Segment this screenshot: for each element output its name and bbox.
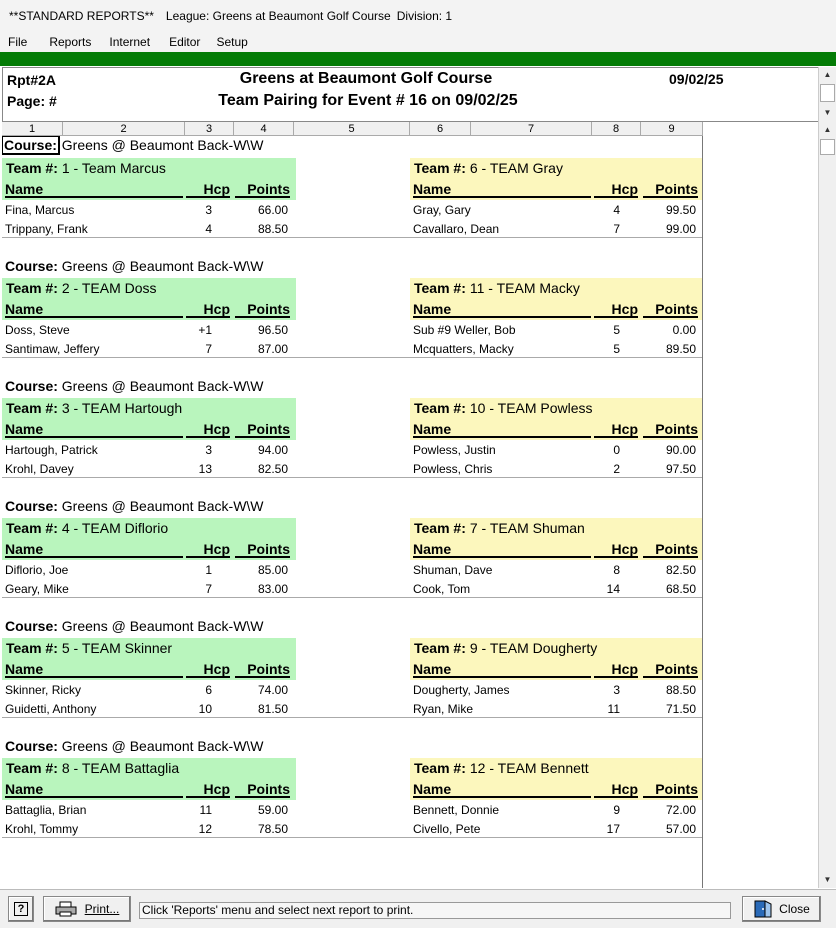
course-name: Greens @ Beaumont Back-W\W [61, 378, 264, 394]
name-heading: Name [413, 541, 591, 558]
divider [2, 597, 703, 598]
course-line [5, 618, 264, 634]
team-label: Team #: [414, 760, 466, 776]
player-points: 97.50 [665, 462, 696, 476]
player-hcp: 7 [205, 342, 212, 356]
column-headings [2, 179, 296, 200]
help-button[interactable] [8, 896, 34, 922]
close-door-icon [753, 900, 773, 918]
column-header-7[interactable]: 7 [471, 122, 592, 136]
player-name: Krohl, Tommy [5, 822, 79, 836]
pairing-block [2, 376, 703, 496]
player-points: 94.00 [257, 443, 288, 457]
player-hcp: 10 [198, 702, 212, 716]
column-headings [2, 779, 296, 800]
hcp-heading: Hcp [594, 301, 638, 318]
name-heading: Name [5, 661, 183, 678]
column-headings [2, 299, 296, 320]
player-row [410, 680, 703, 699]
player-hcp: 4 [613, 203, 620, 217]
course-label: Course: [5, 378, 58, 394]
team-label: Team #: [6, 160, 58, 176]
player-hcp: 11 [607, 702, 620, 716]
team-name: 8 - TEAM Battaglia [61, 760, 180, 776]
player-name: Geary, Mike [5, 582, 69, 596]
team-name: 4 - TEAM Diflorio [61, 520, 169, 536]
scroll-thumb[interactable] [820, 139, 835, 155]
player-row [2, 440, 296, 459]
player-hcp: 8 [613, 563, 620, 577]
course-label: Course: [5, 738, 58, 754]
name-heading: Name [413, 421, 591, 438]
hcp-heading: Hcp [186, 181, 230, 198]
player-hcp: 3 [205, 203, 212, 217]
team-label: Team #: [6, 520, 58, 536]
team-right [410, 278, 703, 358]
player-points: 68.50 [665, 582, 696, 596]
team-label: Team #: [6, 640, 58, 656]
hcp-heading: Hcp [594, 421, 638, 438]
divider [2, 357, 703, 358]
player-name: Krohl, Davey [5, 462, 74, 476]
status-message: Click 'Reports' menu and select next report to print. [139, 902, 731, 919]
team-title [2, 158, 296, 179]
course-line [5, 378, 264, 394]
team-header [410, 638, 703, 680]
player-row [2, 459, 296, 478]
player-hcp: 0 [613, 443, 620, 457]
player-hcp: 4 [205, 222, 212, 236]
player-row [410, 560, 703, 579]
player-points: 71.50 [665, 702, 696, 716]
course-name: Greens @ Beaumont Back-W\W [61, 137, 264, 153]
column-header-1[interactable]: 1 [2, 122, 63, 136]
print-button[interactable] [43, 896, 131, 922]
team-header [2, 398, 296, 440]
player-row [2, 680, 296, 699]
pairing-block [2, 616, 703, 736]
divider [2, 837, 703, 838]
team-title [410, 518, 703, 539]
report-header [2, 67, 818, 122]
player-hcp: 11 [199, 803, 212, 817]
help-icon: ? [14, 902, 28, 916]
team-label: Team #: [414, 400, 466, 416]
player-row [410, 320, 703, 339]
points-heading: Points [643, 181, 698, 198]
name-heading: Name [5, 181, 183, 198]
course-line [5, 738, 264, 754]
course-name: Greens @ Beaumont Back-W\W [61, 258, 264, 274]
player-hcp: 3 [205, 443, 212, 457]
column-headings [2, 659, 296, 680]
player-row [410, 819, 703, 838]
report-number: Rpt#2A [7, 72, 57, 88]
column-header-4[interactable]: 4 [234, 122, 294, 136]
page-label: Page: # [7, 93, 57, 109]
title-bar [0, 0, 836, 32]
player-row [410, 699, 703, 718]
player-points: 83.00 [257, 582, 288, 596]
team-header [2, 278, 296, 320]
divider [2, 717, 703, 718]
points-heading: Points [643, 661, 698, 678]
player-hcp: 6 [205, 683, 212, 697]
team-label: Team #: [414, 160, 466, 176]
player-hcp: 5 [613, 323, 620, 337]
team-right [410, 638, 703, 718]
points-heading: Points [235, 421, 290, 438]
team-name: 5 - TEAM Skinner [61, 640, 173, 656]
team-title [410, 278, 703, 299]
player-row [2, 560, 296, 579]
team-title [2, 518, 296, 539]
player-row [410, 459, 703, 478]
league-title: League: Greens at Beaumont Golf Course [165, 9, 391, 23]
app-title: **STANDARD REPORTS** [9, 9, 154, 23]
pairing-block [2, 496, 703, 616]
player-row [2, 699, 296, 718]
team-label: Team #: [6, 400, 58, 416]
hcp-heading: Hcp [186, 781, 230, 798]
team-left [2, 158, 296, 238]
player-name: Skinner, Ricky [5, 683, 82, 697]
column-headings [410, 779, 703, 800]
course-name: Greens @ Beaumont Back-W\W [61, 498, 264, 514]
team-name: 10 - TEAM Powless [469, 400, 593, 416]
team-header [2, 158, 296, 200]
course-label: Course: [5, 498, 58, 514]
team-name: 7 - TEAM Shuman [469, 520, 585, 536]
player-name: Civello, Pete [413, 822, 481, 836]
player-points: 85.00 [257, 563, 288, 577]
player-hcp: 12 [198, 822, 212, 836]
player-points: 88.50 [257, 222, 288, 236]
player-points: 99.50 [665, 203, 696, 217]
player-points: 90.00 [665, 443, 696, 457]
header-scrollbar[interactable] [818, 67, 836, 122]
report-scrollbar[interactable] [818, 122, 836, 888]
team-header [2, 638, 296, 680]
pairing-block [2, 736, 703, 856]
team-title [2, 758, 296, 779]
player-points: 74.00 [257, 683, 288, 697]
points-heading: Points [643, 421, 698, 438]
course-line [5, 498, 264, 514]
column-headings [410, 299, 703, 320]
player-row [410, 440, 703, 459]
player-name: Mcquatters, Macky [413, 342, 514, 356]
team-label: Team #: [414, 640, 466, 656]
player-name: Powless, Chris [413, 462, 493, 476]
course-label: Course: [5, 618, 58, 634]
hcp-heading: Hcp [594, 541, 638, 558]
column-headings [410, 659, 703, 680]
team-name: 9 - TEAM Dougherty [469, 640, 598, 656]
team-left [2, 638, 296, 718]
player-hcp: 2 [613, 462, 620, 476]
hcp-heading: Hcp [594, 181, 638, 198]
team-name: 11 - TEAM Macky [469, 280, 580, 296]
player-hcp: 3 [613, 683, 620, 697]
report-body [2, 136, 703, 888]
player-name: Doss, Steve [5, 323, 70, 337]
column-ruler [2, 122, 703, 136]
close-button[interactable] [742, 896, 821, 922]
player-row [410, 339, 703, 358]
team-header [410, 398, 703, 440]
points-heading: Points [235, 661, 290, 678]
player-hcp: +1 [198, 323, 212, 337]
name-heading: Name [5, 541, 183, 558]
divider [2, 237, 703, 238]
team-title [2, 638, 296, 659]
player-row [2, 819, 296, 838]
column-header-3[interactable]: 3 [185, 122, 234, 136]
player-name: Dougherty, James [413, 683, 510, 697]
team-label: Team #: [414, 280, 466, 296]
player-points: 57.00 [665, 822, 696, 836]
hcp-heading: Hcp [186, 301, 230, 318]
player-row [2, 200, 296, 219]
team-right [410, 398, 703, 478]
player-hcp: 7 [613, 222, 620, 236]
team-header [410, 518, 703, 560]
pairing-block [2, 136, 703, 256]
division-title: Division: 1 [396, 9, 453, 23]
column-headings [2, 419, 296, 440]
printer-icon [55, 901, 77, 917]
points-heading: Points [235, 181, 290, 198]
team-title [2, 278, 296, 299]
name-heading: Name [413, 181, 591, 198]
team-header [410, 158, 703, 200]
player-row [2, 219, 296, 238]
points-heading: Points [643, 541, 698, 558]
player-points: 81.50 [257, 702, 288, 716]
points-heading: Points [235, 301, 290, 318]
scroll-up-arrow-icon[interactable]: ▲ [823, 125, 832, 134]
player-points: 72.00 [665, 803, 696, 817]
player-points: 87.00 [257, 342, 288, 356]
course-line [5, 258, 264, 274]
report-title: Greens at Beaumont Golf Course [239, 70, 493, 87]
player-name: Bennett, Donnie [413, 803, 500, 817]
player-hcp: 14 [606, 582, 620, 596]
team-right [410, 518, 703, 598]
player-name: Hartough, Patrick [5, 443, 98, 457]
close-label: Close [779, 902, 810, 916]
player-hcp: 9 [613, 803, 620, 817]
column-header-5[interactable]: 5 [294, 122, 410, 136]
team-title [2, 398, 296, 419]
team-title [410, 158, 703, 179]
team-name: 1 - Team Marcus [61, 160, 166, 176]
course-line [3, 137, 264, 153]
player-name: Cook, Tom [413, 582, 471, 596]
pairing-block [2, 256, 703, 376]
team-label: Team #: [6, 280, 58, 296]
player-hcp: 13 [198, 462, 212, 476]
points-heading: Points [643, 301, 698, 318]
team-title [410, 398, 703, 419]
player-points: 59.00 [257, 803, 288, 817]
menu-setup[interactable]: Setup [216, 35, 248, 49]
player-name: Shuman, Dave [413, 563, 493, 577]
scroll-up-arrow-icon[interactable]: ▲ [823, 70, 832, 79]
column-header-2[interactable]: 2 [63, 122, 185, 136]
team-left [2, 398, 296, 478]
hcp-heading: Hcp [594, 661, 638, 678]
column-headings [410, 539, 703, 560]
course-label: Course: [5, 258, 58, 274]
hcp-heading: Hcp [594, 781, 638, 798]
team-name: 12 - TEAM Bennett [469, 760, 589, 776]
player-name: Ryan, Mike [413, 702, 474, 716]
player-points: 78.50 [257, 822, 288, 836]
points-heading: Points [643, 781, 698, 798]
player-hcp: 1 [205, 563, 212, 577]
player-row [410, 219, 703, 238]
points-heading: Points [235, 781, 290, 798]
course-name: Greens @ Beaumont Back-W\W [61, 738, 264, 754]
divider [2, 477, 703, 478]
team-name: 3 - TEAM Hartough [61, 400, 183, 416]
name-heading: Name [413, 301, 591, 318]
name-heading: Name [5, 421, 183, 438]
column-headings [410, 179, 703, 200]
hcp-heading: Hcp [186, 421, 230, 438]
scroll-thumb[interactable] [820, 84, 835, 102]
scroll-down-arrow-icon[interactable]: ▼ [823, 108, 832, 117]
team-left [2, 278, 296, 358]
menu-editor[interactable]: Editor [169, 35, 201, 49]
team-label: Team #: [414, 520, 466, 536]
player-name: Powless, Justin [413, 443, 496, 457]
player-row [410, 800, 703, 819]
player-row [2, 800, 296, 819]
player-name: Gray, Gary [413, 203, 471, 217]
team-right [410, 158, 703, 238]
player-hcp: 7 [205, 582, 212, 596]
player-name: Cavallaro, Dean [413, 222, 500, 236]
team-label: Team #: [6, 760, 58, 776]
player-points: 96.50 [257, 323, 288, 337]
player-row [2, 320, 296, 339]
name-heading: Name [5, 301, 183, 318]
hcp-heading: Hcp [186, 541, 230, 558]
player-hcp: 17 [606, 822, 620, 836]
team-header [410, 758, 703, 800]
hcp-heading: Hcp [186, 661, 230, 678]
player-points: 82.50 [665, 563, 696, 577]
team-name: 2 - TEAM Doss [61, 280, 157, 296]
player-row [2, 339, 296, 358]
player-name: Guidetti, Anthony [5, 702, 97, 716]
player-hcp: 5 [613, 342, 620, 356]
player-name: Sub #9 Weller, Bob [413, 323, 516, 337]
team-title [410, 758, 703, 779]
accent-bar [0, 52, 836, 66]
report-subtitle: Team Pairing for Event # 16 on 09/02/25 [218, 92, 518, 109]
team-left [2, 758, 296, 838]
player-points: 88.50 [665, 683, 696, 697]
team-header [2, 758, 296, 800]
player-name: Battaglia, Brian [5, 803, 87, 817]
player-name: Fina, Marcus [5, 203, 75, 217]
player-name: Diflorio, Joe [5, 563, 69, 577]
report-date: 09/02/25 [669, 71, 724, 87]
print-label: Print... [84, 902, 120, 916]
scroll-down-arrow-icon[interactable]: ▼ [823, 875, 832, 884]
column-header-8[interactable]: 8 [592, 122, 641, 136]
menu-bar [0, 32, 836, 52]
team-name: 6 - TEAM Gray [469, 160, 563, 176]
player-name: Santimaw, Jeffery [5, 342, 100, 356]
course-label[interactable]: Course: [4, 137, 57, 153]
status-bar [0, 889, 836, 928]
player-row [410, 200, 703, 219]
player-name: Trippany, Frank [5, 222, 88, 236]
name-heading: Name [5, 781, 183, 798]
column-headings [410, 419, 703, 440]
team-header [410, 278, 703, 320]
name-heading: Name [413, 661, 591, 678]
name-heading: Name [413, 781, 591, 798]
player-row [410, 579, 703, 598]
team-title [410, 638, 703, 659]
team-header [2, 518, 296, 560]
menu-file[interactable]: File [8, 35, 28, 49]
menu-reports[interactable]: Reports [49, 35, 92, 49]
menu-internet[interactable]: Internet [109, 35, 151, 49]
player-points: 0.00 [672, 323, 696, 337]
course-name: Greens @ Beaumont Back-W\W [61, 618, 264, 634]
column-header-9[interactable]: 9 [641, 122, 703, 136]
player-points: 99.00 [665, 222, 696, 236]
column-headings [2, 539, 296, 560]
player-row [2, 579, 296, 598]
points-heading: Points [235, 541, 290, 558]
player-points: 82.50 [257, 462, 288, 476]
player-points: 66.00 [257, 203, 288, 217]
player-points: 89.50 [665, 342, 696, 356]
team-left [2, 518, 296, 598]
column-header-6[interactable]: 6 [410, 122, 471, 136]
team-right [410, 758, 703, 838]
